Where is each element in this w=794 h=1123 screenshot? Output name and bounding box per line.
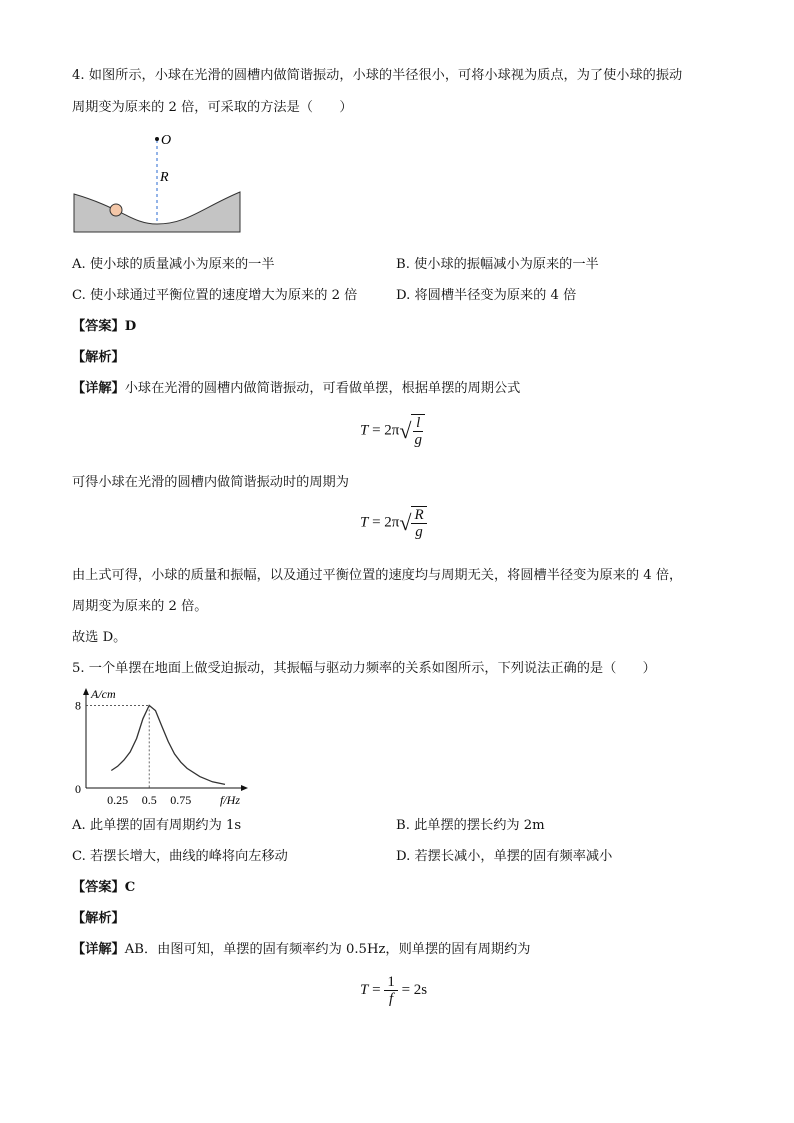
q4-analysis: 【解析】 xyxy=(72,350,125,365)
q4-text-2: 可得小球在光滑的圆槽内做简谐振动时的周期为 xyxy=(72,475,349,490)
resonance-chart xyxy=(72,686,252,810)
q5-analysis: 【解析】 xyxy=(72,911,125,926)
q5-option-d: D. 若摆长减小，单摆的固有频率减小 xyxy=(396,849,613,864)
q5-detail-line xyxy=(72,941,530,959)
resonance-curve-0 xyxy=(111,705,225,784)
x-axis-label: f/Hz xyxy=(220,793,241,807)
origin-label: 0 xyxy=(75,782,81,796)
x-tick-label: 0.5 xyxy=(141,793,157,807)
q5-answer: 【答案】C xyxy=(72,880,136,895)
q4-option-a: A. 使小球的质量减小为原来的一半 xyxy=(72,257,275,272)
q4-stem-line1: 4. 如图所示，小球在光滑的圆槽内做简谐振动，小球的半径很小，可将小球视为质点，为了使小球的振动 xyxy=(72,68,683,83)
x-tick-label: 0.25 xyxy=(107,793,129,807)
y-tick-label: 8 xyxy=(75,698,81,713)
q4-text-3: 由上式可得，小球的质量和振幅，以及通过平衡位置的速度均与周期无关，将圆槽半径变为原来的 4 倍， xyxy=(72,568,683,583)
q4-text-4: 周期变为原来的 2 倍。 xyxy=(72,599,208,614)
circular-trough-figure xyxy=(72,128,244,234)
q4-text-5: 故选 D。 xyxy=(72,630,127,645)
q5-stem-line1: 5. 一个单摆在地面上做受迫振动，其振幅与驱动力频率的关系如图所示，下列说法正确的是（ ） xyxy=(72,661,656,676)
q4-formula-1: T = 2π√ $\frac{l}{g}$ xyxy=(360,414,425,448)
ball xyxy=(110,204,122,216)
q4-option-b: B. 使小球的振幅减小为原来的一半 xyxy=(396,257,599,272)
q4-option-d: D. 将圆槽半径变为原来的 4 倍 xyxy=(396,288,577,303)
q4-formula-2: T = 2π√ $\frac{R}{g}$ xyxy=(360,506,427,540)
q5-formula: T = $\frac{1}{f}$ = 2s xyxy=(360,974,428,1007)
q5-detail-tag: 【详解】 xyxy=(72,942,125,957)
label-O: O xyxy=(161,133,172,148)
q4-detail-tag: 【详解】 xyxy=(72,381,125,396)
q5-option-a: A. 此单摆的固有周期约为 1s xyxy=(72,818,242,833)
pivot-point xyxy=(155,137,159,141)
q4-stem-line2: 周期变为原来的 2 倍，可采取的方法是（ ） xyxy=(72,100,353,115)
label-R: R xyxy=(160,170,169,185)
q4-detail-text: 小球在光滑的圆槽内做简谐振动，可看做单摆，根据单摆的周期公式 xyxy=(124,381,521,396)
q5-option-c: C. 若摆长增大，曲线的峰将向左移动 xyxy=(72,849,288,864)
y-axis-label: A/cm xyxy=(91,687,116,701)
q5-detail-text: AB．由图可知，单摆的固有频率约为 0.5Hz，则单摆的固有周期约为 xyxy=(124,942,531,957)
q4-option-c: C. 使小球通过平衡位置的速度增大为原来的 2 倍 xyxy=(72,288,358,303)
q4-answer: 【答案】D xyxy=(72,319,137,334)
y-axis-arrow xyxy=(83,688,89,695)
q5-option-b: B. 此单摆的摆长约为 2m xyxy=(396,818,545,833)
q4-detail-line xyxy=(72,380,520,398)
x-tick-label: 0.75 xyxy=(170,793,192,807)
x-axis-arrow xyxy=(241,785,248,791)
